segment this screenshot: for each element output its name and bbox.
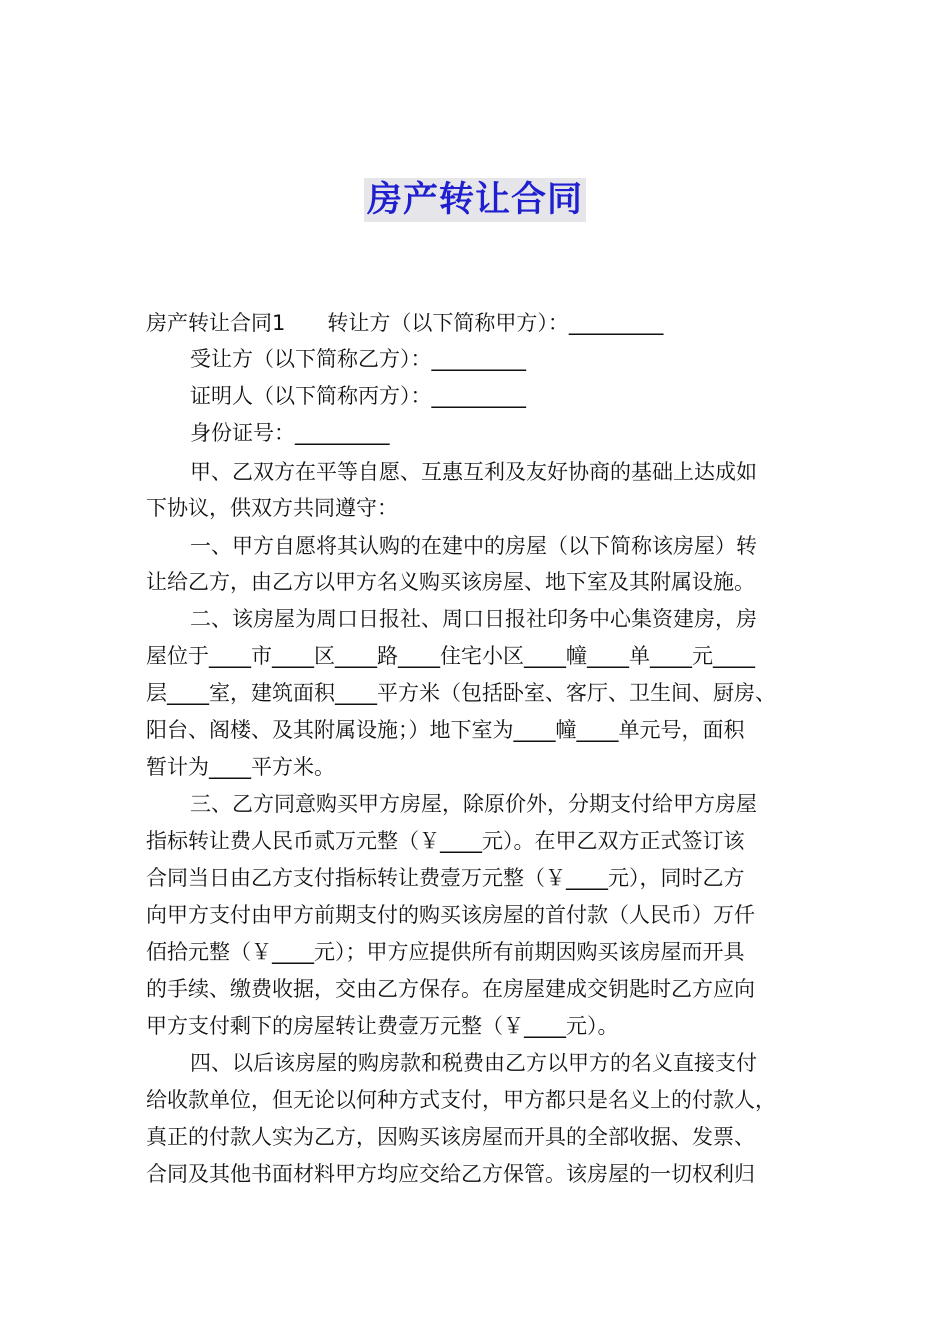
text-line: 四、以后该房屋的购房款和税费由乙方以甲方的名义直接支付 [190, 1051, 757, 1075]
text-line: 佰拾元整（￥____元）；甲方应提供所有前期因购买该房屋而开具 [146, 940, 745, 964]
text-line: 屋位于____市____区____路____住宅小区____幢____单____元____ [146, 644, 755, 668]
text-line: 层____室，建筑面积____平方米（包括卧室、客厅、卫生间、厨房、 [146, 681, 776, 705]
text-line: 下协议，供双方共同遵守： [146, 496, 398, 520]
text-line: 受让方（以下简称乙方）：_________ [190, 347, 526, 371]
text-line: 甲、乙双方在平等自愿、互惠互利及友好协商的基础上达成如 [190, 460, 757, 484]
text-line: 的手续、缴费收据，交由乙方保存。在房屋建成交钥匙时乙方应向 [146, 977, 755, 1001]
text-line: 证明人（以下简称丙方）：_________ [190, 384, 526, 408]
text-line: 二、该房屋为周口日报社、周口日报社印务中心集资建房，房 [190, 607, 757, 631]
text-line: 三、乙方同意购买甲方房屋，除原价外，分期支付给甲方房屋 [190, 792, 757, 816]
text-line: 真正的付款人实为乙方，因购买该房屋而开具的全部收据、发票、 [146, 1125, 755, 1149]
text-line: 合同及其他书面材料甲方均应交给乙方保管。该房屋的一切权利归 [146, 1162, 755, 1186]
text-line: 甲方支付剩下的房屋转让费壹万元整（￥____元）。 [146, 1014, 619, 1038]
document-title: 房产转让合同 [364, 178, 586, 222]
text-line: 阳台、阁楼、及其附属设施；）地下室为____幢____单元号，面积 [146, 718, 745, 742]
document-title-container [0, 178, 950, 222]
text-line: 合同当日由乙方支付指标转让费壹万元整（￥____元），同时乙方 [146, 866, 745, 890]
text-line: 房产转让合同1 转让方（以下简称甲方）：_________ [146, 311, 664, 335]
text-line: 向甲方支付由甲方前期支付的购买该房屋的首付款（人民币）万仟 [146, 903, 755, 927]
text-line: 暂计为____平方米。 [146, 755, 335, 779]
text-line: 一、甲方自愿将其认购的在建中的房屋（以下简称该房屋）转 [190, 534, 757, 558]
text-line: 指标转让费人民币贰万元整（￥____元）。在甲乙双方正式签订该 [146, 829, 745, 853]
text-line: 给收款单位，但无论以何种方式支付，甲方都只是名义上的付款人， [146, 1088, 776, 1112]
text-line: 让给乙方，由乙方以甲方名义购买该房屋、地下室及其附属设施。 [146, 570, 755, 594]
text-line: 身份证号：_________ [190, 421, 390, 445]
